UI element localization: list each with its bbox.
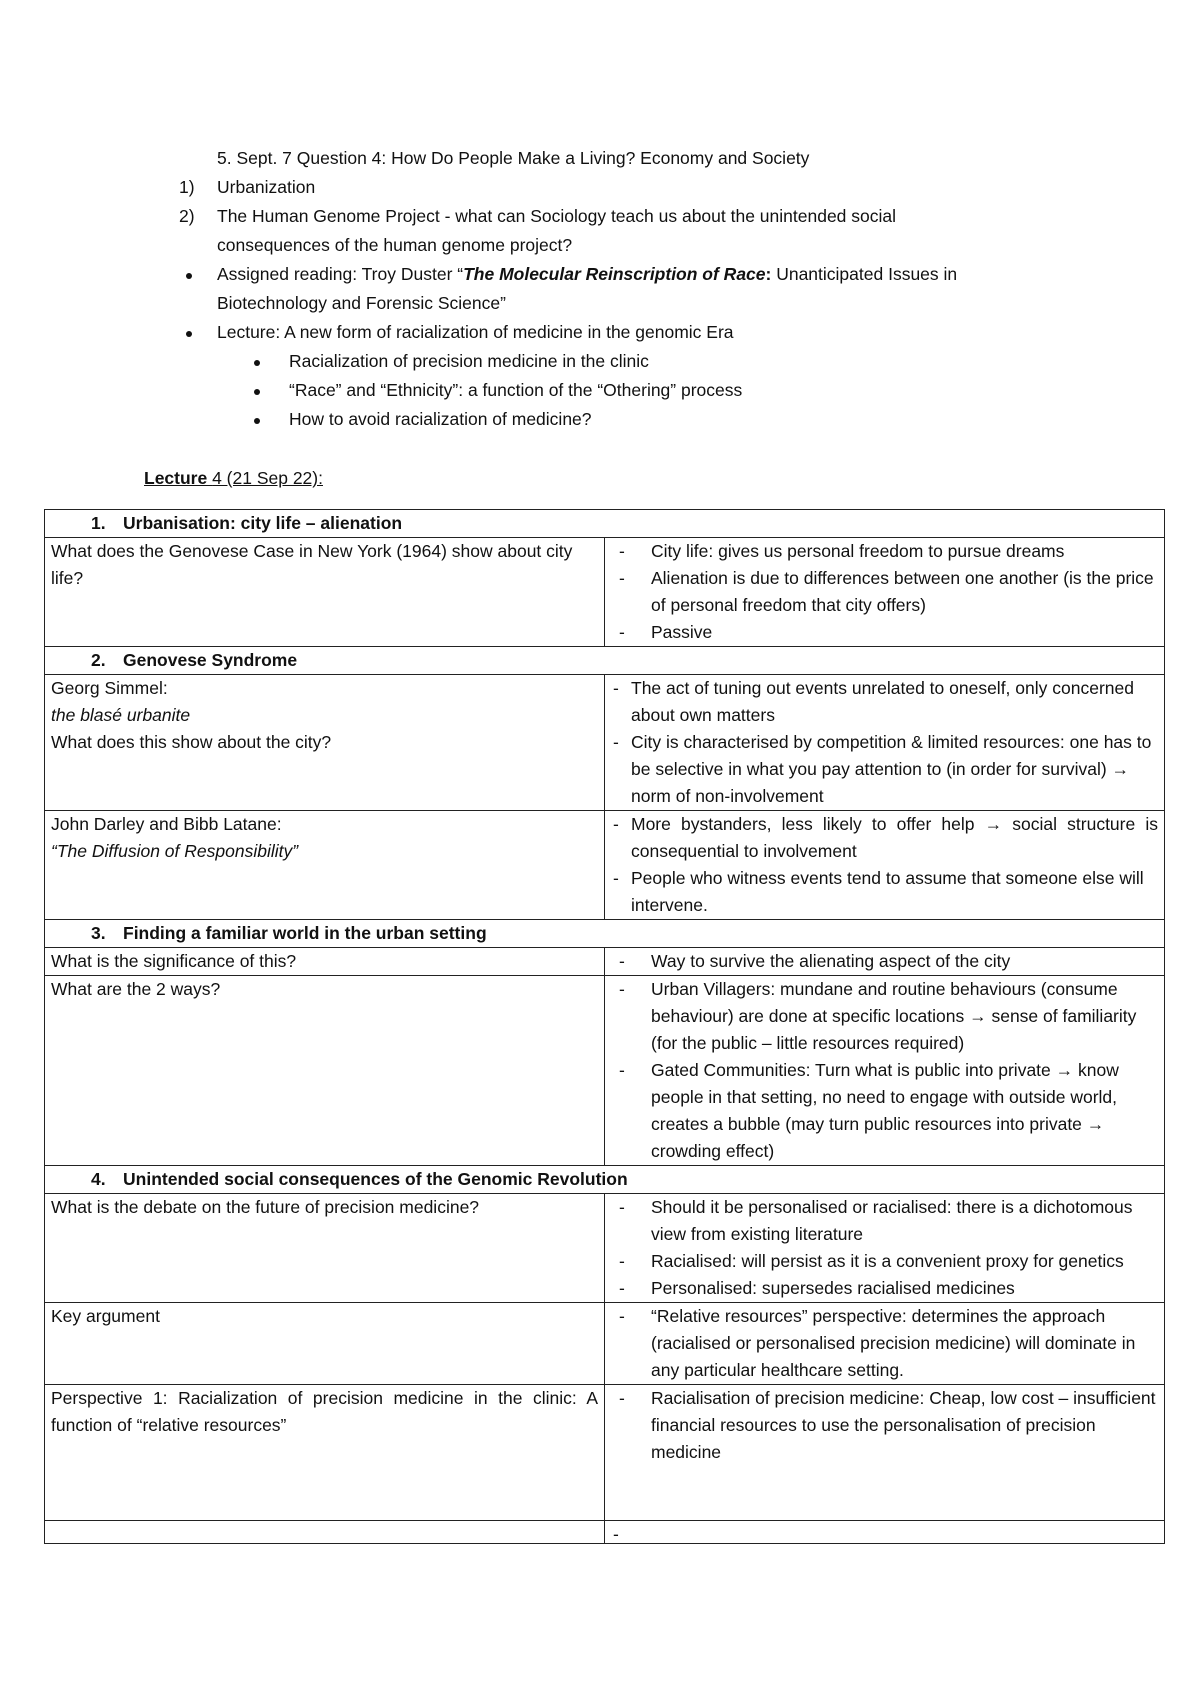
reading-rest: Unanticipated Issues in: [771, 264, 958, 284]
answer-point: - People who witness events tend to assume that someone else will intervene.: [611, 865, 1158, 919]
bullet-icon: [186, 331, 192, 337]
list-item: The Human Genome Project - what can Sociology teach us about the unintended social: [217, 206, 897, 226]
answer-cell: [605, 1385, 1165, 1521]
section-title: Finding a familiar world in the urban setting: [123, 923, 487, 943]
table-row: [45, 948, 1165, 976]
table-row: [45, 1303, 1165, 1385]
reading-prefix: Assigned reading: Troy Duster “: [217, 264, 464, 284]
question-concept: “The Diffusion of Responsibility”: [51, 841, 299, 861]
question-cell: What is the significance of this?: [45, 948, 605, 976]
question-cell: [45, 675, 605, 811]
notes-table: [44, 509, 1165, 1544]
section-number: 3.: [91, 923, 106, 943]
sub-bullet: How to avoid racialization of medicine?: [289, 409, 592, 429]
answer-point: - Gated Communities: Turn what is public into private → know people in that setting, no need to engage with outside world, creates a bubble (may turn public resources into private → crowding effect): [611, 1057, 1158, 1165]
table-row: [45, 538, 1165, 647]
reading-colon: :: [765, 264, 772, 284]
lecture-line: Lecture: A new form of racialization of medicine in the genomic Era: [217, 322, 734, 342]
topic-heading: 5. Sept. 7 Question 4: How Do People Make a Living? Economy and Society: [217, 148, 810, 168]
section-row: [45, 510, 1165, 538]
answer-point: - Racialisation of precision medicine: Cheap, low cost – insufficient financial resources to use the personalisation of precision medicine: [611, 1385, 1158, 1466]
bullet-icon: [254, 389, 260, 395]
section-number: 1.: [91, 513, 106, 533]
table-row: [45, 811, 1165, 920]
assigned-reading: [217, 261, 957, 288]
assigned-reading-continued: Biotechnology and Forensic Science”: [217, 293, 506, 313]
section-row: [45, 1166, 1165, 1194]
answer-point: - Alienation is due to differences between one another (is the price of personal freedom that city offers): [611, 565, 1158, 619]
question-cell: Key argument: [45, 1303, 605, 1385]
sub-bullet: “Race” and “Ethnicity”: a function of the “Othering” process: [289, 380, 743, 400]
list-number: 1): [179, 177, 195, 197]
table-row: [45, 1521, 1165, 1544]
answer-point: - “Relative resources” perspective: determines the approach (racialised or personalised precision medicine) will dominate in any particular healthcare setting.: [611, 1303, 1158, 1384]
answer-point: - Way to survive the alienating aspect of the city: [611, 948, 1158, 975]
section-row: [45, 920, 1165, 948]
answer-point: - City is characterised by competition & limited resources: one has to be selective in what you pay attention to (in order for survival) → norm of non-involvement: [611, 729, 1158, 810]
answer-point: - Passive: [611, 619, 1158, 646]
section-heading: [45, 647, 1165, 675]
table-row: [45, 976, 1165, 1166]
section-number: 4.: [91, 1169, 106, 1189]
answer-cell: [605, 538, 1165, 647]
question-cell: [45, 1521, 605, 1544]
list-item-continued: consequences of the human genome project?: [217, 235, 573, 255]
section-title: Unintended social consequences of the Genomic Revolution: [123, 1169, 628, 1189]
section-title: Urbanisation: city life – alienation: [123, 513, 403, 533]
answer-point: - City life: gives us personal freedom to pursue dreams: [611, 538, 1158, 565]
question-concept: the blasé urbanite: [51, 705, 191, 725]
section-title: Genovese Syndrome: [123, 650, 298, 670]
answer-point: - More bystanders, less likely to offer help → social structure is consequential to involvement: [611, 811, 1158, 865]
bullet-icon: [254, 418, 260, 424]
answer-point: - The act of tuning out events unrelated to oneself, only concerned about own matters: [611, 675, 1158, 729]
answer-cell: [605, 1521, 1165, 1544]
answer-point: - Urban Villagers: mundane and routine behaviours (consume behaviour) are done at specific locations → sense of familiarity (for the public – little resources required): [611, 976, 1158, 1057]
question-cell: [45, 811, 605, 920]
answer-cell: [605, 948, 1165, 976]
section-heading: [45, 1166, 1165, 1194]
bullet-icon: [186, 273, 192, 279]
table-row: [45, 675, 1165, 811]
list-item: Urbanization: [217, 177, 316, 197]
lecture-heading-date: 4 (21 Sep 22):: [212, 468, 323, 488]
answer-cell: [605, 976, 1165, 1166]
section-heading: [45, 920, 1165, 948]
question-author: Georg Simmel:: [51, 678, 168, 698]
lecture-heading: [144, 465, 323, 492]
question-cell: What are the 2 ways?: [45, 976, 605, 1166]
reading-title: The Molecular Reinscription of Race: [463, 264, 766, 284]
answer-cell: [605, 1194, 1165, 1303]
section-number: 2.: [91, 650, 106, 670]
answer-cell: [605, 675, 1165, 811]
table-row: [45, 1194, 1165, 1303]
lecture-heading-word: Lecture: [144, 468, 213, 488]
question-cell: What is the debate on the future of precision medicine?: [45, 1194, 605, 1303]
sub-bullet: Racialization of precision medicine in the clinic: [289, 351, 649, 371]
answer-point: - Racialised: will persist as it is a convenient proxy for genetics: [611, 1248, 1158, 1275]
section-row: [45, 647, 1165, 675]
question-cell: Perspective 1: Racialization of precision medicine in the clinic: A function of “relative resources”: [45, 1385, 605, 1521]
bullet-icon: [254, 360, 260, 366]
answer-cell: [605, 811, 1165, 920]
question-text: What does this show about the city?: [51, 732, 332, 752]
answer-cell: [605, 1303, 1165, 1385]
question-author: John Darley and Bibb Latane:: [51, 814, 282, 834]
answer-point: - Personalised: supersedes racialised medicines: [611, 1275, 1158, 1302]
list-number: 2): [179, 206, 195, 226]
table-row: [45, 1385, 1165, 1521]
section-heading: [45, 510, 1165, 538]
answer-point: - Should it be personalised or racialised: there is a dichotomous view from existing literature: [611, 1194, 1158, 1248]
question-cell: What does the Genovese Case in New York (1964) show about city life?: [45, 538, 605, 647]
